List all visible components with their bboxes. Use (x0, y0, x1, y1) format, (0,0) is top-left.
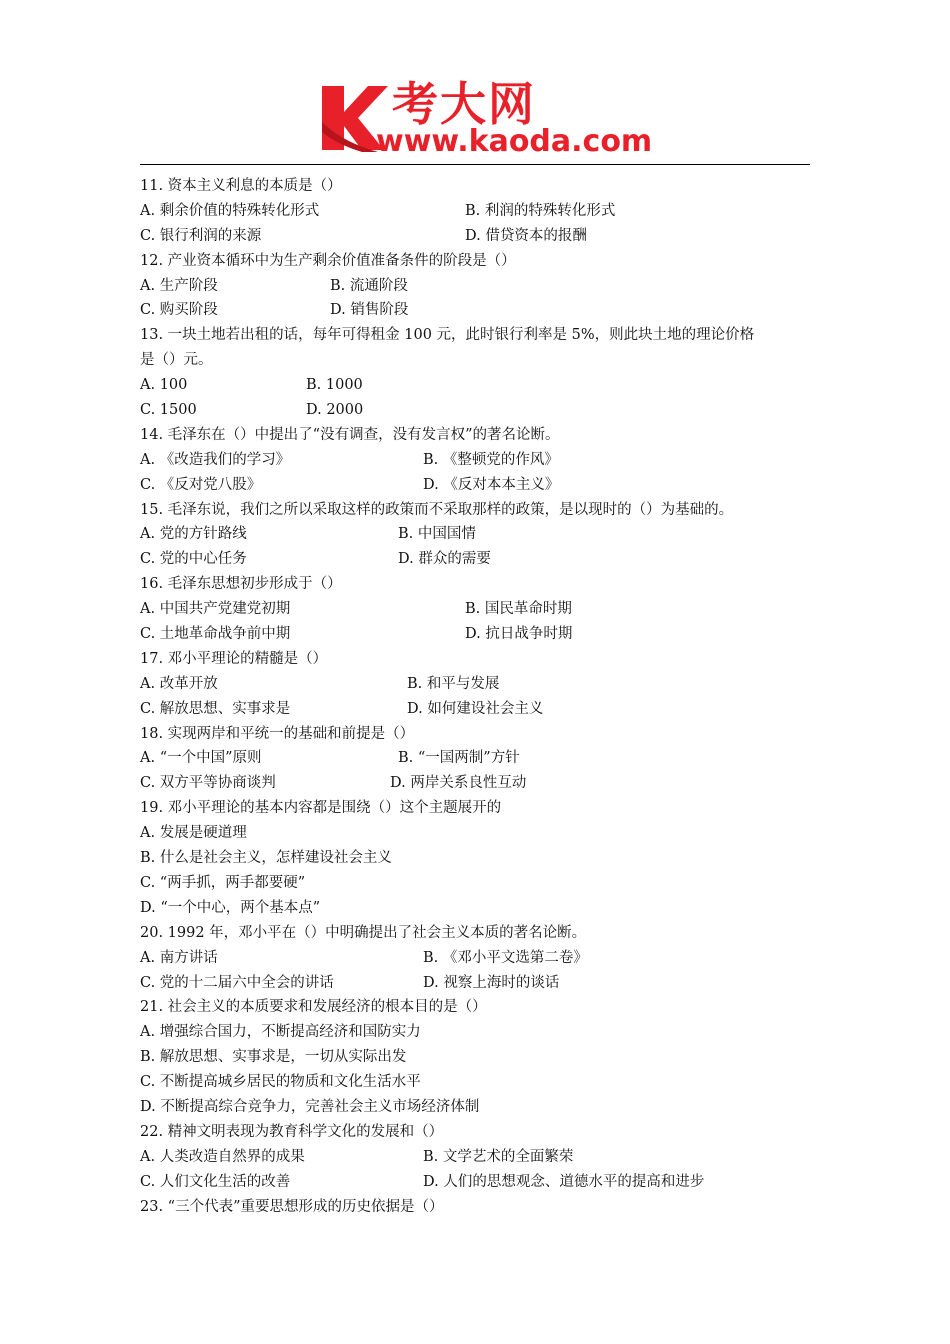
option-text: B. 国民革命时期 (465, 601, 572, 618)
question-line (140, 722, 820, 747)
line-text: D. “一个中心，两个基本点” (140, 899, 321, 916)
line-text: 11. 资本主义利息的本质是（） (140, 178, 342, 194)
question-line (140, 971, 820, 996)
line-text: 是（）元。 (140, 352, 213, 369)
question-line (140, 174, 820, 199)
option-text: D. 《反对本本主义》 (423, 476, 560, 493)
line-text: 20. 1992 年，邓小平在（）中明确提出了社会主义本质的著名论断。 (140, 924, 587, 941)
line-text: 22. 精神文明表现为教育科学文化的发展和（） (140, 1123, 444, 1140)
line-text: 18. 实现两岸和平统一的基础和前提是（） (140, 725, 415, 742)
option-text: B. 利润的特殊转化形式 (465, 202, 616, 219)
option-text: B. “一国两制”方针 (398, 750, 520, 767)
option-text: D. 如何建设社会主义 (407, 700, 544, 717)
question-line (140, 846, 820, 871)
line-text: C. 1500 (140, 402, 197, 419)
line-text: 15. 毛泽东说，我们之所以采取这样的政策而不采取那样的政策，是以现时的（）为基础的。 (140, 501, 734, 518)
logo-title: 考大网 (392, 77, 536, 131)
question-line (140, 498, 820, 523)
line-text: 16. 毛泽东思想初步形成于（） (140, 576, 342, 593)
question-line (140, 1020, 820, 1045)
line-text: A. 剩余价值的特殊转化形式 (140, 202, 320, 219)
line-text: B. 解放思想、实事求是，一切从实际出发 (140, 1049, 407, 1066)
question-line (140, 647, 820, 672)
option-text: D. 借贷资本的报酬 (465, 227, 587, 244)
question-line (140, 1095, 820, 1120)
question-line (140, 597, 820, 622)
line-text: C. 双方平等协商谈判 (140, 775, 276, 792)
option-text: D. 销售阶段 (330, 302, 409, 319)
question-line (140, 995, 820, 1020)
question-line (140, 746, 820, 771)
question-line (140, 821, 820, 846)
question-line (140, 473, 820, 498)
question-line (140, 896, 820, 921)
line-text: A. 100 (140, 377, 188, 394)
option-text: D. 两岸关系良性互动 (390, 775, 527, 792)
line-text: A. 改革开放 (140, 675, 218, 692)
line-text: A. 党的方针路线 (140, 526, 247, 543)
line-text: C. 解放思想、实事求是 (140, 700, 291, 717)
question-line (140, 398, 820, 423)
question-line (140, 1145, 820, 1170)
line-text: A. “一个中国”原则 (140, 750, 262, 767)
line-text: A. 中国共产党建党初期 (140, 601, 291, 618)
line-text: A. 《改造我们的学习》 (140, 451, 291, 468)
line-text: 17. 邓小平理论的精髓是（） (140, 650, 328, 667)
question-line (140, 1170, 820, 1195)
line-text: C. 不断提高城乡居民的物质和文化生活水平 (140, 1074, 421, 1091)
question-line (140, 199, 820, 224)
line-text: C. 土地革命战争前中期 (140, 626, 291, 643)
question-line (140, 423, 820, 448)
line-text: A. 南方讲话 (140, 949, 218, 966)
question-line (140, 622, 820, 647)
line-text: B. 什么是社会主义，怎样建设社会主义 (140, 850, 392, 867)
question-line (140, 224, 820, 249)
question-line (140, 697, 820, 722)
option-text: B. 流通阶段 (330, 277, 408, 294)
option-text: D. 群众的需要 (398, 551, 491, 568)
line-text: A. 发展是硬道理 (140, 825, 247, 842)
question-line (140, 946, 820, 971)
line-text: 23. “三个代表”重要思想形成的历史依据是（） (140, 1198, 444, 1215)
question-line (140, 871, 820, 896)
question-line (140, 796, 820, 821)
question-line (140, 1045, 820, 1070)
option-text: B. 和平与发展 (407, 675, 500, 692)
line-text: C. 党的中心任务 (140, 551, 247, 568)
option-text: B. 《邓小平文选第二卷》 (423, 949, 588, 966)
option-text: B. 文学艺术的全面繁荣 (423, 1148, 574, 1165)
question-line (140, 373, 820, 398)
option-text: D. 2000 (306, 402, 364, 419)
option-text: D. 视察上海时的谈话 (423, 974, 560, 991)
line-text: C. 《反对党八股》 (140, 476, 262, 493)
kaoda-logo (318, 77, 653, 160)
line-text: A. 生产阶段 (140, 277, 218, 294)
question-line (140, 249, 820, 274)
question-line (140, 1120, 820, 1145)
line-text: D. 不断提高综合竞争力，完善社会主义市场经济体制 (140, 1098, 480, 1115)
question-line (140, 547, 820, 572)
question-line (140, 1195, 820, 1220)
line-text: C. 党的十二届六中全会的讲话 (140, 974, 334, 991)
option-text: B. 中国国情 (398, 526, 476, 543)
question-line (140, 672, 820, 697)
logo-url: www.kaoda.com (376, 124, 653, 159)
question-line (140, 771, 820, 796)
line-text: 12. 产业资本循环中为生产剩余价值准备条件的阶段是（） (140, 252, 516, 269)
question-line (140, 298, 820, 323)
line-text: 13. 一块土地若出租的话，每年可得租金 100 元，此时银行利率是 5%，则此块土地的理论价格 (140, 327, 755, 344)
question-line (140, 448, 820, 473)
line-text: C. 购买阶段 (140, 302, 218, 319)
line-text: C. 银行利润的来源 (140, 227, 262, 244)
option-text: D. 抗日战争时期 (465, 626, 573, 643)
question-list (140, 174, 820, 1219)
question-line (140, 921, 820, 946)
line-text: 19. 邓小平理论的基本内容都是围绕（）这个主题展开的 (140, 800, 502, 817)
line-text: 21. 社会主义的本质要求和发展经济的根本目的是（） (140, 999, 487, 1016)
line-text: A. 增强综合国力，不断提高经济和国防实力 (140, 1024, 421, 1041)
question-line (140, 522, 820, 547)
line-text: C. “两手抓，两手都要硬” (140, 874, 306, 891)
question-line (140, 348, 820, 373)
header-divider (140, 164, 810, 165)
line-text: A. 人类改造自然界的成果 (140, 1148, 305, 1165)
option-text: B. 1000 (306, 377, 363, 394)
line-text: C. 人们文化生活的改善 (140, 1173, 291, 1190)
option-text: B. 《整顿党的作风》 (423, 451, 559, 468)
question-line (140, 1070, 820, 1095)
question-line (140, 572, 820, 597)
option-text: D. 人们的思想观念、道德水平的提高和进步 (423, 1173, 705, 1190)
question-line (140, 323, 820, 348)
line-text: 14. 毛泽东在（）中提出了“没有调查，没有发言权”的著名论断。 (140, 426, 560, 443)
question-line (140, 274, 820, 299)
